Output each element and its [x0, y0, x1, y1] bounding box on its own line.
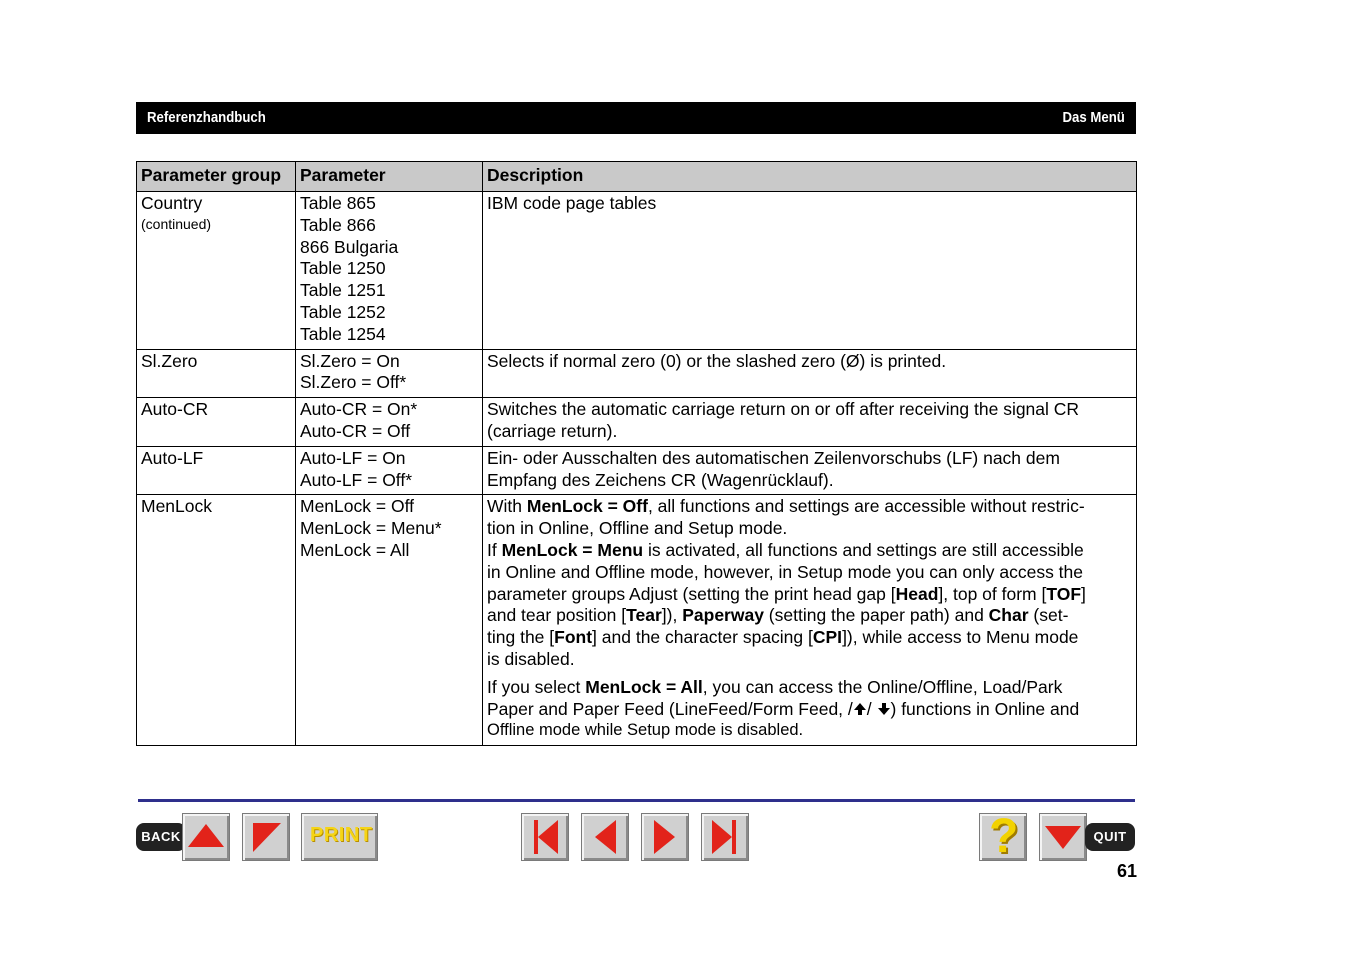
description-line: tion in Online, Offline and Setup mode.	[487, 518, 788, 539]
text-run: , all functions and settings are accessible without restric-	[647, 496, 1085, 517]
parameter-value: Table 866	[300, 214, 376, 235]
table-row	[137, 446, 1137, 495]
description-cell	[483, 495, 1137, 746]
description-line	[487, 605, 1132, 627]
group-name: Country	[141, 193, 203, 213]
group-name: Sl.Zero	[141, 350, 198, 371]
help-button[interactable]	[979, 810, 1027, 863]
arrow-down-icon	[877, 702, 891, 716]
setting-term: Font	[554, 627, 593, 648]
table-row	[137, 398, 1137, 447]
parameter-cell	[296, 349, 483, 398]
text-run: If you select	[487, 676, 586, 697]
skip-first-icon	[522, 814, 568, 860]
parameter-value: Auto-CR = On*	[300, 399, 418, 420]
parameter-value: Auto-LF = Off*	[300, 469, 413, 490]
description-line	[487, 496, 1132, 518]
parameter-cell	[296, 192, 483, 350]
setting-term: Head	[895, 583, 939, 604]
triangle-up-icon	[183, 814, 229, 860]
text-run: ]), while access to Menu mode	[842, 627, 1079, 648]
group-cell	[137, 446, 296, 495]
group-cell	[137, 398, 296, 447]
description-text: Selects if normal zero (0) or the slashed zero (Ø) is printed.	[487, 350, 947, 371]
group-name: MenLock	[141, 496, 213, 517]
next-page-button[interactable]	[1039, 813, 1087, 861]
arrow-up-icon	[853, 702, 867, 716]
description-line: (carriage return).	[487, 420, 618, 441]
description-line: Empfang des Zeichens CR (Wagenrücklauf).	[487, 469, 834, 490]
text-run: ]	[1081, 583, 1086, 604]
next-button[interactable]	[641, 813, 689, 861]
description-line	[487, 540, 1132, 562]
text-run: ]),	[661, 605, 683, 626]
triangle-right-icon	[642, 814, 688, 860]
description-line: is disabled.	[487, 648, 575, 669]
header-bar	[136, 102, 1136, 134]
description-line: Offline mode while Setup mode is disabled.	[487, 721, 804, 740]
setting-term: MenLock = Off	[526, 496, 648, 517]
description-line	[487, 677, 1132, 699]
description-line	[487, 584, 1132, 606]
description-cell	[483, 349, 1137, 398]
question-mark-icon: ?	[989, 810, 1019, 863]
table-row	[137, 349, 1137, 398]
parameter-value: Table 1254	[300, 323, 386, 344]
text-run: ting the [	[487, 627, 555, 648]
text-run: and tear position [	[487, 605, 627, 626]
text-run: ) functions in Online and	[890, 698, 1080, 719]
back-button[interactable]: BACK	[136, 823, 186, 851]
setting-term: Tear	[626, 605, 662, 626]
text-run: With	[487, 496, 527, 517]
parameter-value: MenLock = Off	[300, 496, 414, 517]
parameter-value: Sl.Zero = On	[300, 350, 400, 371]
parameter-value: Table 1250	[300, 258, 386, 279]
description-line: in Online and Offline mode, however, in Setup mode you can only access the	[487, 561, 1084, 582]
text-run: ] and the character spacing [	[592, 627, 813, 648]
triangle-left-icon	[582, 814, 628, 860]
parameter-value: 866 Bulgaria	[300, 236, 399, 257]
print-button[interactable]	[301, 813, 378, 861]
text-run: /	[866, 698, 877, 719]
group-cell	[137, 349, 296, 398]
print-label: PRINT	[310, 824, 373, 846]
skip-last-icon	[702, 814, 748, 860]
text-run: Paper and Paper Feed (LineFeed/Form Feed, /	[487, 698, 853, 719]
setting-term: MenLock = Menu	[501, 539, 644, 560]
first-page-button[interactable]	[521, 813, 569, 861]
col-header-parameter: Parameter	[296, 162, 483, 192]
table-row	[137, 192, 1137, 350]
previous-button[interactable]	[581, 813, 629, 861]
table-header-row	[137, 162, 1137, 192]
parameter-table	[136, 161, 1137, 746]
table-row	[137, 495, 1137, 746]
parameter-value: Auto-CR = Off	[300, 420, 411, 441]
setting-term: MenLock = All	[585, 676, 703, 697]
setting-term: Paperway	[682, 605, 764, 626]
jump-back-button[interactable]	[242, 813, 290, 861]
description-text: IBM code page tables	[487, 193, 657, 213]
setting-term: CPI	[812, 627, 843, 648]
text-run: parameter groups Adjust (setting the print head gap [	[487, 583, 896, 604]
parameter-value: Sl.Zero = Off*	[300, 372, 407, 393]
group-name: Auto-LF	[141, 447, 204, 468]
description-line: Ein- oder Ausschalten des automatischen Zeilenvorschubs (LF) nach dem	[487, 447, 1060, 468]
col-header-description: Description	[483, 162, 1137, 192]
last-page-button[interactable]	[701, 813, 749, 861]
text-run: (setting the paper path) and	[763, 605, 989, 626]
parameter-cell	[296, 446, 483, 495]
text-run: is activated, all functions and settings are still accessible	[643, 539, 1084, 560]
group-cell	[137, 192, 296, 350]
description-line: Switches the automatic carriage return on or off after receiving the signal CR	[487, 399, 1080, 420]
parameter-value: Auto-LF = On	[300, 447, 406, 468]
parameter-value: Table 865	[300, 193, 376, 213]
parameter-value: Table 1252	[300, 301, 386, 322]
text-run: ], top of form [	[938, 583, 1047, 604]
description-line	[487, 627, 1132, 649]
description-cell	[483, 398, 1137, 447]
previous-page-button[interactable]	[182, 813, 230, 861]
group-cell	[137, 495, 296, 746]
col-header-group: Parameter group	[137, 162, 296, 192]
parameter-value: MenLock = Menu*	[300, 518, 442, 539]
triangle-down-icon	[1040, 814, 1086, 860]
parameter-value: Table 1251	[300, 280, 386, 301]
text-run: (set-	[1028, 605, 1069, 626]
group-name: Auto-CR	[141, 399, 209, 420]
parameter-value: MenLock = All	[300, 539, 410, 560]
setting-term: TOF	[1046, 583, 1082, 604]
setting-term: Char	[988, 605, 1029, 626]
manual-title: Referenzhandbuch	[147, 109, 266, 126]
quit-button[interactable]: QUIT	[1085, 823, 1135, 851]
parameter-cell	[296, 495, 483, 746]
page-number: 61	[1116, 861, 1137, 881]
description-cell	[483, 446, 1137, 495]
description-cell	[483, 192, 1137, 350]
text-run: , you can access the Online/Offline, Load/Park	[702, 676, 1063, 697]
group-note: (continued)	[141, 215, 212, 232]
corner-arrow-icon	[243, 814, 289, 860]
chapter-title: Das Menü	[1062, 109, 1125, 126]
parameter-cell	[296, 398, 483, 447]
navigation-rule	[138, 799, 1135, 802]
text-run: If	[487, 539, 502, 560]
description-line	[487, 699, 1132, 721]
